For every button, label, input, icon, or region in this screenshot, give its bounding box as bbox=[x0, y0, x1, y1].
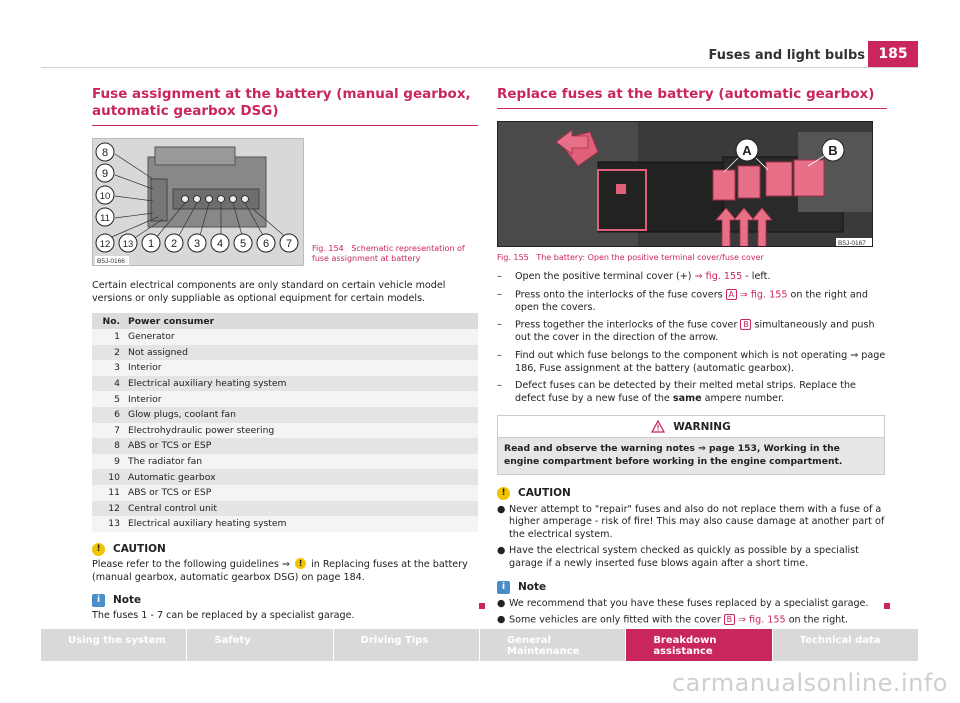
figure-155-code: B5J-0167 bbox=[838, 240, 866, 247]
callout-7: 7 bbox=[285, 238, 293, 250]
list-item: – Press together the interlocks of the fuse cover B simultaneously and push out the cover in the direction of the arrow. bbox=[497, 319, 875, 344]
right-note-title: Note bbox=[518, 581, 547, 593]
callout-1: 1 bbox=[147, 238, 155, 250]
caution-icon: ! bbox=[92, 543, 105, 556]
callout-8: 8 bbox=[101, 147, 109, 159]
left-note-heading bbox=[92, 594, 478, 607]
figure-154-caption-text: Schematic representation of fuse assignment at battery bbox=[312, 244, 465, 263]
list-item: ● Never attempt to "repair" fuses and also do not replace them with a fuse of a higher amperage - risk of fire! This may also cause damage at another part of the electrical system. bbox=[497, 503, 885, 540]
warning-box bbox=[497, 415, 885, 474]
step-5-text: Defect fuses can be detected by their melted metal strips. Replace the defect fuse by a new fuse of the bbox=[515, 380, 856, 404]
figure-155-number: Fig. 155 bbox=[497, 253, 529, 262]
left-caution-text-a: Please refer to the following guidelines ⇒ bbox=[92, 558, 290, 570]
table-row bbox=[92, 423, 478, 439]
tab-safety[interactable]: Safety bbox=[187, 629, 333, 661]
step-4-text: Find out which fuse belongs to the component which is not operating ⇒ page 186, Fuse assignment at the battery (automatic gearbox). bbox=[515, 349, 886, 374]
row-consumer: Electrical auxiliary heating system bbox=[124, 376, 478, 392]
table-row bbox=[92, 329, 478, 345]
row-consumer: Generator bbox=[124, 329, 478, 345]
caution-inline-icon: ! bbox=[295, 558, 306, 569]
warning-icon bbox=[651, 420, 665, 433]
figure-154 bbox=[92, 138, 478, 266]
note-list bbox=[497, 598, 887, 628]
list-item: – Find out which fuse belongs to the component which is not operating ⇒ page 186, Fuse assignment at the battery (automatic gearbox). bbox=[497, 349, 886, 374]
footer-nav bbox=[41, 629, 918, 661]
row-consumer: Interior bbox=[124, 391, 478, 407]
callout-10: 10 bbox=[99, 191, 111, 202]
step-3-text-end: simultaneously and push out the cover in the direction of the arrow. bbox=[515, 319, 875, 344]
table-row bbox=[92, 345, 478, 361]
row-consumer: The radiator fan bbox=[124, 454, 478, 470]
left-end-mark bbox=[479, 603, 485, 609]
left-caution-title: CAUTION bbox=[113, 543, 166, 556]
callout-13: 13 bbox=[122, 239, 134, 250]
row-no: 7 bbox=[92, 423, 124, 439]
right-end-mark bbox=[884, 603, 890, 609]
row-no: 4 bbox=[92, 376, 124, 392]
tab-using-the-system[interactable]: Using the system bbox=[41, 629, 187, 661]
row-no: 10 bbox=[92, 469, 124, 485]
tab-driving-tips[interactable]: Driving Tips bbox=[334, 629, 480, 661]
fig-155-link[interactable]: ⇒ fig. 155 bbox=[694, 271, 743, 282]
figure-154-code: B5J-0166 bbox=[97, 258, 125, 265]
note-icon: i bbox=[92, 594, 105, 607]
fuse-schematic-svg bbox=[93, 139, 304, 266]
caution-bullet-1: Never attempt to "repair" fuses and also do not replace them with a fuse of a higher amperage - risk of fire! This may also cause damage at another part of the electrical system. bbox=[509, 503, 885, 540]
row-consumer: Interior bbox=[124, 360, 478, 376]
left-note-title: Note bbox=[113, 594, 142, 607]
callout-3: 3 bbox=[193, 238, 201, 250]
row-no: 13 bbox=[92, 516, 124, 532]
note-icon: i bbox=[497, 581, 510, 594]
right-section-title: Replace fuses at the battery (automatic gearbox) bbox=[497, 86, 887, 109]
list-item: ● Some vehicles are only fitted with the cover B ⇒ fig. 155 on the right. bbox=[497, 614, 849, 626]
running-head: Fuses and light bulbs bbox=[708, 48, 865, 63]
note-bullet-1: We recommend that you have these fuses replaced by a specialist garage. bbox=[509, 597, 869, 609]
tab-general-maintenance[interactable]: General Maintenance bbox=[480, 629, 626, 661]
row-no: 11 bbox=[92, 485, 124, 501]
step-1-text: Open the positive terminal cover (+) bbox=[515, 271, 692, 282]
callout-2: 2 bbox=[170, 238, 178, 250]
table-header-row bbox=[92, 313, 478, 329]
row-consumer: Not assigned bbox=[124, 345, 478, 361]
table-row bbox=[92, 376, 478, 392]
row-no: 12 bbox=[92, 501, 124, 517]
step-3-text: Press together the interlocks of the fuse cover bbox=[515, 319, 738, 331]
caution-list bbox=[497, 504, 887, 571]
figure-154-number: Fig. 154 bbox=[312, 244, 344, 253]
list-item: – Open the positive terminal cover (+) ⇒ fig. 155 - left. bbox=[497, 271, 771, 282]
table-row bbox=[92, 501, 478, 517]
watermark: carmanualsonline.info bbox=[671, 669, 948, 697]
list-item: – Defect fuses can be detected by their melted metal strips. Replace the defect fuse by a new fuse of the same ampere number. bbox=[497, 380, 856, 404]
table-row bbox=[92, 516, 478, 532]
fig-155-link[interactable]: ⇒ fig. 155 bbox=[737, 614, 786, 626]
callout-11: 11 bbox=[100, 213, 110, 224]
warning-heading bbox=[498, 416, 884, 438]
callout-a: A bbox=[742, 143, 752, 158]
row-no: 9 bbox=[92, 454, 124, 470]
left-caution-text-b: in Replacing fuses at the battery (manual gearbox, automatic gearbox DSG) on page 184. bbox=[92, 558, 468, 583]
label-b-box: B bbox=[724, 614, 735, 625]
list-item: – Press onto the interlocks of the fuse covers A ⇒ fig. 155 on the right and open the covers. bbox=[497, 288, 868, 313]
warning-text: Read and observe the warning notes ⇒ page 153, Working in the engine compartment before working in the engine compartment. bbox=[498, 438, 884, 473]
callout-b: B bbox=[828, 143, 838, 158]
table-header-no: No. bbox=[92, 313, 124, 329]
right-note-heading bbox=[497, 581, 887, 594]
header-rule bbox=[41, 67, 919, 68]
caution-bullet-2: Have the electrical system checked as quickly as possible by a specialist garage if a newly inserted fuse blows again after a short time. bbox=[509, 545, 859, 569]
page-number: 185 bbox=[868, 41, 918, 68]
tab-breakdown-assistance[interactable]: Breakdown assistance bbox=[626, 629, 772, 661]
callout-9: 9 bbox=[101, 168, 109, 180]
label-b-box: B bbox=[740, 319, 751, 330]
step-2-text: Press onto the interlocks of the fuse covers bbox=[515, 289, 723, 301]
table-row bbox=[92, 391, 478, 407]
row-no: 2 bbox=[92, 345, 124, 361]
warning-title: WARNING bbox=[673, 420, 731, 433]
row-no: 5 bbox=[92, 391, 124, 407]
row-no: 3 bbox=[92, 360, 124, 376]
row-consumer: ABS or TCS or ESP bbox=[124, 485, 478, 501]
list-item: ● Have the electrical system checked as quickly as possible by a specialist garage if a newly inserted fuse blows again after a short time. bbox=[497, 545, 859, 569]
table-header-consumer: Power consumer bbox=[124, 313, 478, 329]
step-5-text-end: ampere number. bbox=[704, 392, 785, 404]
callout-4: 4 bbox=[216, 238, 224, 250]
left-note-text: The fuses 1 - 7 can be replaced by a specialist garage. bbox=[92, 609, 355, 621]
step-list bbox=[497, 271, 887, 405]
left-caution-heading bbox=[92, 543, 478, 556]
step-2-text-end: on the right and open the covers. bbox=[515, 289, 868, 313]
row-consumer: Electrohydraulic power steering bbox=[124, 423, 478, 439]
table-row bbox=[92, 360, 478, 376]
step-5-bold: same bbox=[672, 392, 702, 404]
row-consumer: Central control unit bbox=[124, 501, 478, 517]
fig-155-link[interactable]: ⇒ fig. 155 bbox=[739, 289, 788, 301]
table-row bbox=[92, 469, 478, 485]
step-1-text-end: - left. bbox=[745, 271, 771, 282]
caution-icon: ! bbox=[497, 487, 510, 500]
fuse-schematic-image bbox=[92, 138, 304, 266]
figure-155-caption-text: The battery: Open the positive terminal cover/fuse cover bbox=[536, 253, 764, 262]
table-row bbox=[92, 407, 478, 423]
intro-paragraph: Certain electrical components are only standard on certain vehicle model versions or only suppliable as optional equipment for certain models. bbox=[92, 280, 446, 304]
row-consumer: Electrical auxiliary heating system bbox=[124, 516, 478, 532]
row-no: 1 bbox=[92, 329, 124, 345]
note-bullet-2-end: on the right. bbox=[788, 614, 849, 626]
left-column bbox=[92, 86, 478, 622]
table-row bbox=[92, 454, 478, 470]
label-a-box: A bbox=[726, 289, 737, 300]
list-item: ● We recommend that you have these fuses replaced by a specialist garage. bbox=[497, 597, 869, 609]
row-consumer: ABS or TCS or ESP bbox=[124, 438, 478, 454]
callout-12: 12 bbox=[99, 239, 111, 250]
battery-photo-svg bbox=[498, 122, 873, 247]
callout-6: 6 bbox=[262, 238, 270, 250]
right-column bbox=[497, 86, 887, 631]
table-row bbox=[92, 485, 478, 501]
row-no: 6 bbox=[92, 407, 124, 423]
note-bullet-2-text: Some vehicles are only fitted with the cover bbox=[509, 614, 721, 626]
row-no: 8 bbox=[92, 438, 124, 454]
figure-155-caption bbox=[497, 253, 887, 262]
table-row bbox=[92, 438, 478, 454]
fuse-assignment-table bbox=[92, 313, 478, 532]
left-caution-text bbox=[92, 558, 478, 584]
tab-technical-data[interactable]: Technical data bbox=[773, 629, 918, 661]
right-caution-heading bbox=[497, 487, 887, 500]
figure-154-caption bbox=[312, 244, 472, 266]
row-consumer: Automatic gearbox bbox=[124, 469, 478, 485]
left-section-title: Fuse assignment at the battery (manual gearbox, automatic gearbox DSG) bbox=[92, 86, 478, 126]
right-caution-title: CAUTION bbox=[518, 487, 571, 500]
callout-5: 5 bbox=[239, 238, 247, 250]
battery-photo bbox=[497, 121, 873, 247]
row-consumer: Glow plugs, coolant fan bbox=[124, 407, 478, 423]
